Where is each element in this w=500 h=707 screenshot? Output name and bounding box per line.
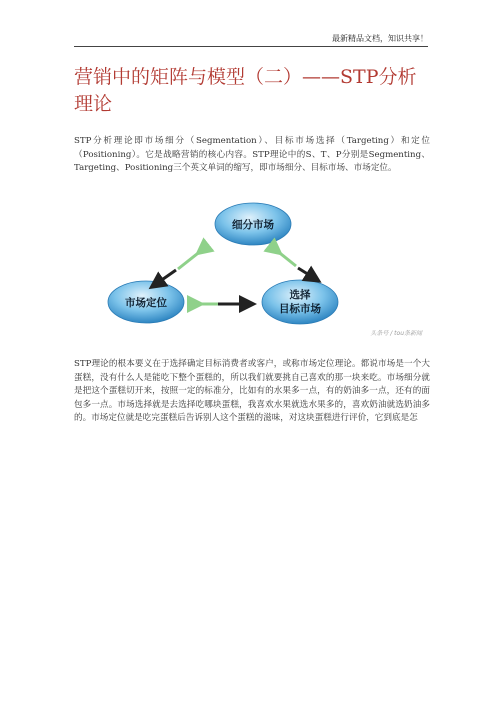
header-note: 最新精品文档，知识共享！ — [332, 34, 428, 43]
arrow-positioning-segmentation — [156, 250, 202, 284]
document-title: 营销中的矩阵与模型（二）——STP分析理论 — [74, 66, 417, 115]
body-paragraph: STP理论的根本要义在于选择确定目标消费者或客户，或称市场定位理论。都说市场是一个大蛋糕，没有什么人是能吃下整个蛋糕的，所以我们就要挑自己喜欢的那一块来吃。市场细分就是把这个蛋糕切开来，按照一定的标准分，比如有的水果多一点，有的奶油多一点，还有的面包多一点。市场选择就是去选择吃哪块蛋糕，我喜欢水果就选水果多的，喜欢奶油就选奶油多的。市场定位就是吃完蛋糕后告诉别人这个蛋糕的滋味，对这块蛋糕进行评价，它到底是怎 — [74, 359, 430, 423]
targeting-label-line1: 选择 — [289, 289, 311, 301]
arrow-segmentation-targeting — [272, 250, 314, 278]
segmentation-node — [215, 203, 291, 245]
segmentation-label: 细分市场 — [232, 219, 274, 231]
positioning-node — [108, 281, 184, 323]
targeting-label-line2: 目标市场 — [279, 303, 321, 315]
targeting-node — [262, 280, 338, 324]
positioning-label: 市场定位 — [125, 297, 167, 309]
stp-diagram — [100, 194, 400, 344]
diagram-watermark: 头条号 / tou条新闻 — [370, 330, 422, 337]
intro-paragraph: STP分析理论即市场细分（Segmentation）、目标市场选择（Targeting）和定位（Positioning）。它是战略营销的核心内容。STP理论中的S、T、P分别是Segmenting、Targeting、Positioning三个英文单词的缩写，即市场细分、目标市场、市场定位。 — [74, 136, 430, 173]
header-divider — [74, 46, 428, 47]
